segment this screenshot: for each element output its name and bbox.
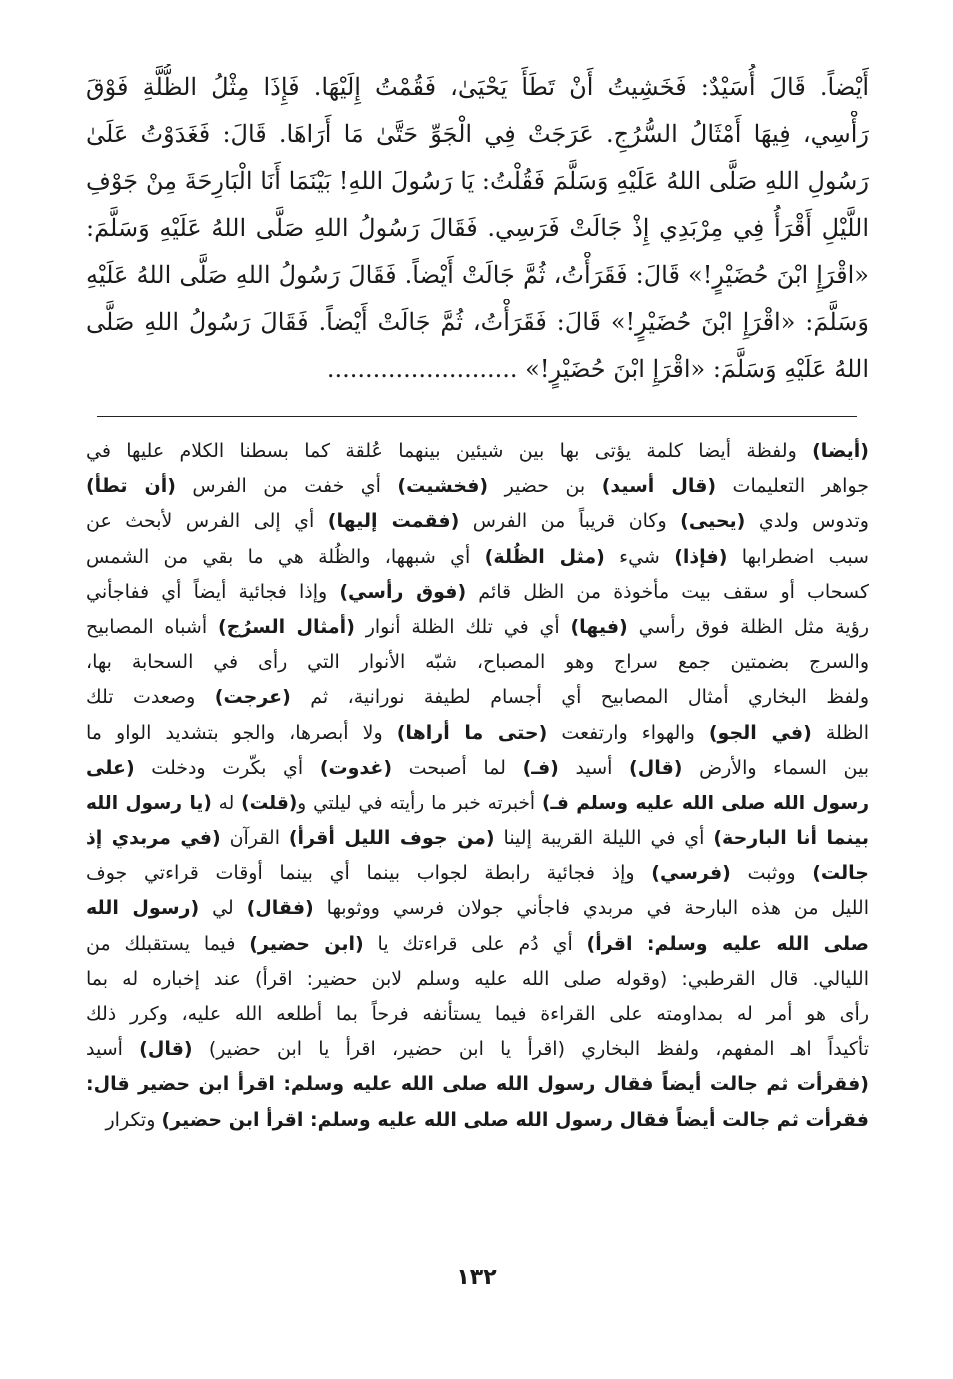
commentary-keyword: (فإذا) (674, 545, 728, 568)
commentary-text (86, 434, 869, 1138)
commentary-keyword: (فوق رأسي) (339, 580, 467, 603)
text-line: رَسُولِ اللهِ صَلَّى اللهُ عَلَيْهِ وَسَلَّمَ فَقُلْتُ: يَا رَسُولَ اللهِ! بَيْنَمَا أَنَا الْبَارِحَةَ مِنْ جَوْفِ (86, 167, 869, 195)
commentary-segment: له (211, 792, 242, 814)
commentary-keyword: (فقمت إليها) (327, 510, 460, 533)
commentary-line (86, 786, 869, 821)
text-line: أَيْضاً. قَالَ أُسَيْدٌ: فَخَشِيتُ أَنْ تَطَأَ يَحْيَىٰ، فَقُمْتُ إِلَيْهَا. فَإِذَا مِثْلُ الظُّلَّةِ فَوْقَ (86, 73, 869, 101)
commentary-segment: تأكيداً اهـ المفهم، ولفظ البخاري (اقرأ يا ابن حضير، اقرأ يا ابن حضير) (192, 1038, 869, 1061)
commentary-segment: أسيد (86, 1038, 140, 1061)
commentary-keyword: (من جوف الليل أقرأ) (288, 827, 495, 850)
commentary-segment: أي إلى الفرس لأبحث عن (86, 510, 328, 533)
commentary-keyword: بينما أنا البارحة) (713, 827, 869, 850)
commentary-segment: وإذ فجائية رابطة لجواب بينما أي بينما أوقات قراءتي جوف (86, 862, 652, 885)
commentary-line (86, 927, 869, 962)
commentary-segment: لما أصبحت (392, 756, 523, 779)
commentary-segment: فيما يستقبلك من (86, 932, 250, 955)
commentary-segment: رؤية مثل الظلة فوق رأسي (627, 615, 869, 638)
commentary-segment: ولفظة أيضا كلمة يؤتى بها بين شيئين بينهما عُلقة كما بسطنا الكلام عليها في (86, 440, 813, 462)
commentary-line (86, 1103, 869, 1138)
commentary-segment: لي (199, 897, 247, 920)
commentary-segment: أي بكّرت ودخلت (134, 756, 320, 779)
commentary-segment: أي في تلك الظلة أنوار (354, 615, 571, 638)
commentary-segment: رأى هو أمر له بمداومته على القراءة فيما يستأنفه فرحاً بما أطلعه الله عليه، وكرر ذلك (86, 1003, 869, 1025)
hadith-text (86, 64, 869, 394)
commentary-keyword: (في مربدي إذ (86, 827, 221, 850)
commentary-keyword: (فقرأت ثم جالت أيضاً فقال رسول الله صلى الله عليه وسلم: اقرأ ابن حضير قال: (86, 1073, 869, 1096)
commentary-segment: كسحاب أو سقف بيت مأخوذة من الظل قائم (466, 580, 869, 603)
text-line: وَسَلَّمَ: «اقْرَإِ ابْنَ حُضَيْرٍ!» قَالَ: فَقَرَأْتُ، ثُمَّ جَالَتْ أَيْضاً. فَقَالَ رَسُولُ اللهِ صَلَّى (86, 308, 869, 336)
commentary-line (86, 997, 869, 1032)
text-line: «اقْرَإِ ابْنَ حُضَيْرٍ!» قَالَ: فَقَرَأْتُ، ثُمَّ جَالَتْ أَيْضاً. فَقَالَ رَسُولُ اللهِ صَلَّى اللهُ عَلَيْهِ (86, 261, 869, 289)
commentary-keyword: (غدوت) (319, 756, 393, 779)
commentary-segment: ووثبت (730, 862, 813, 885)
commentary-keyword: رسول الله صلى الله عليه وسلم فـ) (541, 792, 869, 814)
commentary-segment: وكان قريباً من الفرس (459, 510, 681, 533)
commentary-keyword: (رسول الله (86, 897, 200, 920)
commentary-segment: وإذا فجائية أيضاً أي ففاجأني (86, 580, 340, 603)
footnote-divider (97, 416, 857, 417)
commentary-keyword: (قال) (139, 1038, 193, 1061)
commentary-line (86, 575, 869, 610)
commentary-keyword: (فيها) (570, 615, 628, 638)
commentary-line (86, 540, 869, 575)
commentary-keyword: (فرسي) (651, 862, 731, 885)
commentary-segment: أي خفت من الفرس (175, 475, 398, 498)
commentary-line (86, 610, 869, 645)
commentary-keyword: (على (86, 756, 135, 779)
commentary-segment: أي في الليلة القريبة إلينا (494, 827, 714, 850)
commentary-segment: جواهر التعليمات (716, 475, 869, 498)
commentary-line (86, 1032, 869, 1067)
commentary-segment: أخبرته خبر ما رأيته في ليلتي و (297, 792, 542, 814)
commentary-line (86, 434, 869, 469)
commentary-line (86, 856, 869, 891)
commentary-line (86, 716, 869, 751)
page-number: ١٣٢ (456, 1265, 497, 1290)
commentary-line (86, 821, 869, 856)
commentary-keyword: (قال) (629, 756, 683, 779)
commentary-keyword: (أمثال السرُج) (217, 615, 355, 638)
commentary-keyword: (أن تطأ) (86, 475, 176, 498)
commentary-keyword: (ابن حضير) (249, 932, 364, 955)
commentary-keyword: (يحيى) (680, 510, 746, 533)
commentary-line (86, 1067, 869, 1102)
commentary-segment: سبب اضطرابها (727, 545, 869, 568)
commentary-segment: بن حضير (488, 475, 602, 498)
commentary-segment: ولا أبصرها، والجو بتشديد الواو ما (86, 721, 397, 744)
commentary-segment: الليل من هذه البارحة في مربدي فاجأني جولان فرسي ووثوبها (313, 897, 869, 920)
commentary-keyword: (فخشيت) (397, 475, 489, 498)
text-line: رَأْسِي، فِيهَا أَمْثَالُ السُّرُجِ. عَرَجَتْ فِي الْجَوِّ حَتَّىٰ مَا أَرَاهَا. قَالَ: فَغَدَوْتُ عَلَىٰ (86, 120, 869, 148)
commentary-segment: القرآن (220, 827, 289, 850)
commentary-segment: والسرج بضمتين جمع سراج وهو المصباح، شبّه الأنوار التي رأى في السحابة بها، (86, 651, 869, 674)
commentary-line (86, 962, 869, 997)
commentary-segment: أي دُم على قراءتك يا (363, 932, 587, 955)
commentary-keyword: (قال أسيد) (601, 475, 717, 498)
commentary-keyword: (في الجو) (708, 721, 812, 744)
commentary-segment: ولفظ البخاري أمثال المصابيح أي أجسام لطيفة نورانية، ثم (290, 686, 869, 709)
commentary-keyword: جالت) (812, 862, 869, 885)
commentary-segment: أسيد (558, 756, 630, 779)
commentary-segment: الظلة (811, 721, 869, 744)
commentary-line (86, 751, 869, 786)
commentary-segment: وتكرار (105, 1108, 162, 1131)
commentary-keyword: (مثل الظُلة) (484, 545, 605, 568)
commentary-segment: بين السماء والأرض (682, 756, 869, 779)
commentary-keyword: فقرأت ثم جالت أيضاً فقال رسول الله صلى الله عليه وسلم: اقرأ ابن حضير) (161, 1108, 869, 1131)
commentary-keyword: (يا رسول الله (86, 792, 212, 814)
commentary-segment: والهواء وارتفعت (547, 721, 709, 744)
commentary-segment: أي شبهها، والظُلة هي ما بقي من الشمس (86, 545, 485, 568)
commentary-segment: أشباه المصابيح (86, 615, 218, 638)
commentary-line (86, 469, 869, 504)
commentary-keyword: (فـ) (522, 756, 559, 779)
commentary-segment: وصعدت تلك (86, 686, 215, 709)
commentary-keyword: (فقال) (246, 897, 314, 920)
text-line: اللهُ عَلَيْهِ وَسَلَّمَ: «اقْرَإِ ابْنَ حُضَيْرٍ!» ......................... (326, 355, 869, 383)
commentary-keyword: (عرجت) (214, 686, 291, 709)
commentary-line (86, 645, 869, 680)
commentary-keyword: (أيضا) (812, 440, 869, 462)
commentary-keyword: (حتى ما أراها) (396, 721, 548, 744)
text-line: اللَّيْلِ أَقْرَأُ فِي مِرْبَدِي إِذْ جَالَتْ فَرَسِي. فَقَالَ رَسُولُ اللهِ صَلَّى اللهُ عَلَيْهِ وَسَلَّمَ: (86, 214, 869, 242)
commentary-segment: وتدوس ولدي (745, 510, 869, 533)
commentary-keyword: صلى الله عليه وسلم: اقرأ) (586, 932, 869, 955)
commentary-segment: الليالي. قال القرطبي: (وقوله صلى الله عليه وسلم لابن حضير: اقرأ) عند إخباره له بما (86, 967, 869, 990)
commentary-line (86, 680, 869, 715)
commentary-keyword: (قلت) (241, 792, 298, 814)
commentary-line (86, 504, 869, 539)
commentary-segment: شيء (604, 545, 675, 568)
commentary-line (86, 891, 869, 926)
